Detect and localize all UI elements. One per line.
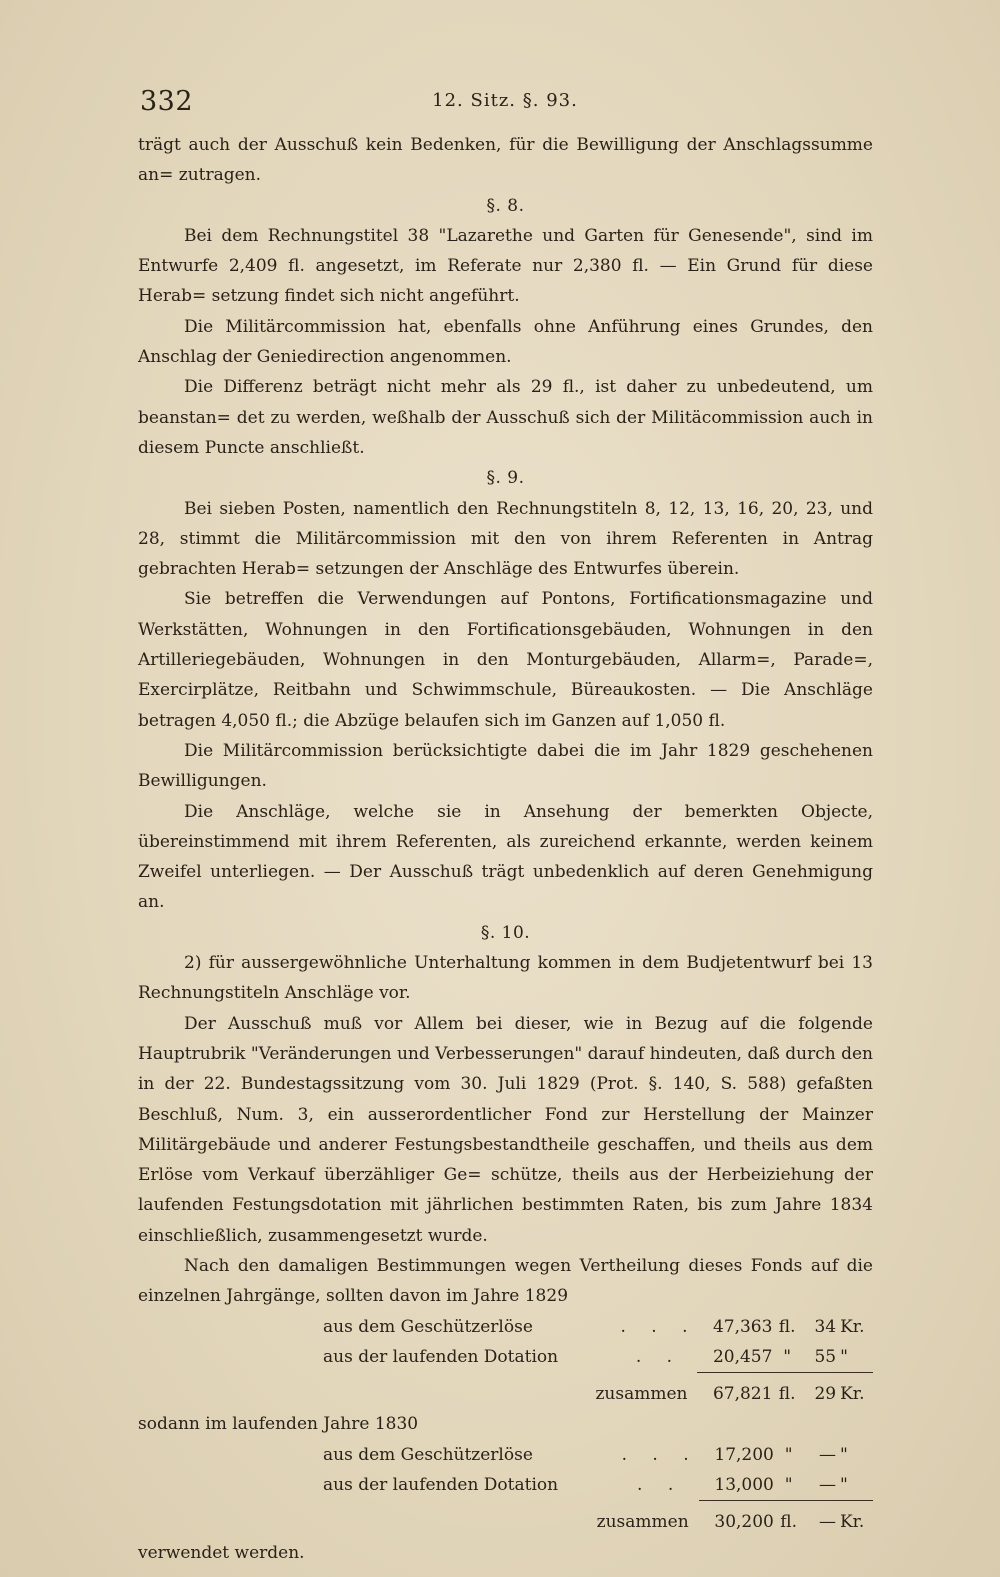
ledger-sum-fl-unit: fl.	[774, 1501, 804, 1538]
ledger-sum-fl-unit: fl.	[772, 1373, 801, 1410]
ledger-row	[138, 1440, 873, 1470]
running-title: 12. Sitz. §. 93.	[432, 90, 578, 111]
ledger-kr: 34	[814, 1316, 837, 1337]
ledger-sum-label: zusammen	[595, 1383, 688, 1404]
ledger-sum-kr: —	[803, 1501, 835, 1538]
paragraph: Bei sieben Posten, namentlich den Rechnungstiteln 8, 12, 13, 16, 20, 23, und 28, stimmt die Militärcommission mit den von ihrem Referenten in Antrag gebrachten Herab= setzungen der Anschläge des Entwurfes überein.	[138, 498, 873, 580]
paragraph: Sie betreffen die Verwendungen auf Pontons, Fortificationsmagazine und Werkstätten, Wohnungen in den Fortificationsgebäuden, Wohnungen in den Artilleriegebäuden, Wohnungen in den Monturgebäuden, Allarm=, Parade=, Exercirplätze, Reitbahn und Schwimmschule, Büreaukosten. — Die Anschläge betragen 4,050 fl.; die Abzüge belaufen sich im Ganzen auf 1,050 fl.	[138, 589, 873, 731]
ledger-fl-unit: "	[783, 1346, 792, 1367]
page-number: 332	[140, 86, 194, 117]
paragraph: Der Ausschuß muß vor Allem bei dieser, wie in Bezug auf die folgende Hauptrubrik "Veränderungen und Verbesserungen" darauf hindeuten, daß durch den in der 22. Bundestagssitzung vom 30. Juli 1829 (Prot. §. 140, S. 588) gefaßten Beschluß, Num. 3, ein ausserordentlicher Fond zur Herstellung der Mainzer Militärgebäude und anderer Festungsbestandtheile geschaffen, und theils aus dem Erlöse vom Verkauf überzähliger Ge= schütze, theils aus der Herbeiziehung der laufenden Festungsdotation mit jährlichen bestimmten Raten, bis zum Jahre 1834 einschließlich, zusammengesetzt wurde.	[138, 1013, 873, 1246]
ledger-fl: 20,457	[712, 1346, 773, 1367]
ledger-sum-kr: 29	[802, 1373, 836, 1410]
ledger-sum-row	[138, 1501, 873, 1538]
ledger-fl-unit: "	[784, 1475, 793, 1496]
paragraph: Nach den damaligen Bestimmungen wegen Vertheilung dieses Fonds auf die einzelnen Jahrgänge, sollten davon im Jahre 1829	[138, 1255, 873, 1307]
ledger-kr: —	[818, 1475, 836, 1496]
ledger-fl: 17,200	[714, 1444, 774, 1465]
ledger-row	[138, 1312, 873, 1342]
paragraph: verwendet werden.	[138, 1542, 305, 1563]
paragraph: Bei dem Rechnungstitel 38 "Lazarethe und Garten für Genesende", sind im Entwurfe 2,409 fl. angesetzt, im Referate nur 2,380 fl. — Ein Grund für diese Herab= setzung findet sich nicht angeführt.	[138, 225, 873, 307]
section-heading: §. 9.	[486, 468, 525, 489]
ledger-label: aus der laufenden Dotation	[323, 1475, 559, 1496]
ledger-fl-unit: fl.	[778, 1316, 796, 1337]
ledger-kr-unit: "	[839, 1444, 848, 1465]
ledger-row	[138, 1342, 873, 1373]
paragraph: Die Anschläge, welche sie in Ansehung der bemerkten Objecte, übereinstimmend mit ihrem Referenten, als zureichend erkannte, werden keinem Zweifel unterliegen. — Der Ausschuß trägt unbedenklich auf deren Genehmigung an.	[138, 801, 873, 913]
ledger-fl-unit: "	[784, 1444, 793, 1465]
ledger-fl: 47,363	[712, 1316, 773, 1337]
paragraph: sodann im laufenden Jahre 1830	[138, 1414, 419, 1435]
ledger-dots: . . .	[620, 1316, 698, 1337]
paragraph: 2) für aussergewöhnliche Unterhaltung kommen in dem Budjetentwurf bei 13 Rechnungstiteln Anschläge vor.	[138, 953, 873, 1004]
ledger-fl: 13,000	[714, 1475, 774, 1496]
ledger-label: aus dem Geschützerlöse	[323, 1316, 533, 1337]
ledger-kr: —	[818, 1444, 836, 1465]
ledger-kr-unit: "	[840, 1346, 848, 1367]
ledger-label: aus dem Geschützerlöse	[323, 1444, 533, 1465]
ledger-dots: . .	[637, 1475, 684, 1496]
ledger-kr-unit: "	[839, 1475, 848, 1496]
ledger-dots: . . .	[621, 1444, 699, 1465]
ledger-sum-kr-unit: Kr.	[836, 1373, 873, 1410]
ledger-sum-row	[138, 1373, 873, 1410]
ledger-sum-fl: 30,200	[699, 1501, 774, 1538]
paragraph: Die Militärcommission berücksichtigte dabei die im Jahr 1829 geschehenen Bewilligungen.	[138, 740, 873, 792]
section-heading: §. 8.	[486, 195, 525, 216]
paragraph: Die Differenz beträgt nicht mehr als 29 fl., ist daher zu unbedeutend, um beanstan= det zu werden, weßhalb der Ausschuß sich der Militäcommission auch in diesem Puncte anschließt.	[138, 377, 873, 458]
ledger-kr-unit: Kr.	[840, 1316, 865, 1337]
section-heading: §. 10.	[480, 922, 531, 943]
ledger-sum-fl: 67,821	[697, 1373, 772, 1410]
ledger-row	[138, 1470, 873, 1501]
ledger-1830	[138, 1440, 873, 1538]
ledger-dots: . .	[635, 1347, 683, 1368]
page-header	[140, 86, 870, 126]
ledger-sum-label: zusammen	[596, 1512, 689, 1533]
paragraph: Die Militärcommission hat, ebenfalls ohne Anführung eines Grundes, den Anschlag der Geniedirection angenommen.	[138, 316, 873, 368]
paragraph: trägt auch der Ausschuß kein Bedenken, für die Bewilligung der Anschlagssumme an= zutragen.	[138, 135, 873, 186]
ledger-1829	[138, 1312, 873, 1410]
ledger-kr: 55	[814, 1346, 837, 1367]
ledger-sum-kr-unit: Kr.	[836, 1501, 873, 1538]
ledger-label: aus der laufenden Dotation	[323, 1347, 559, 1368]
page-body	[138, 130, 873, 1568]
